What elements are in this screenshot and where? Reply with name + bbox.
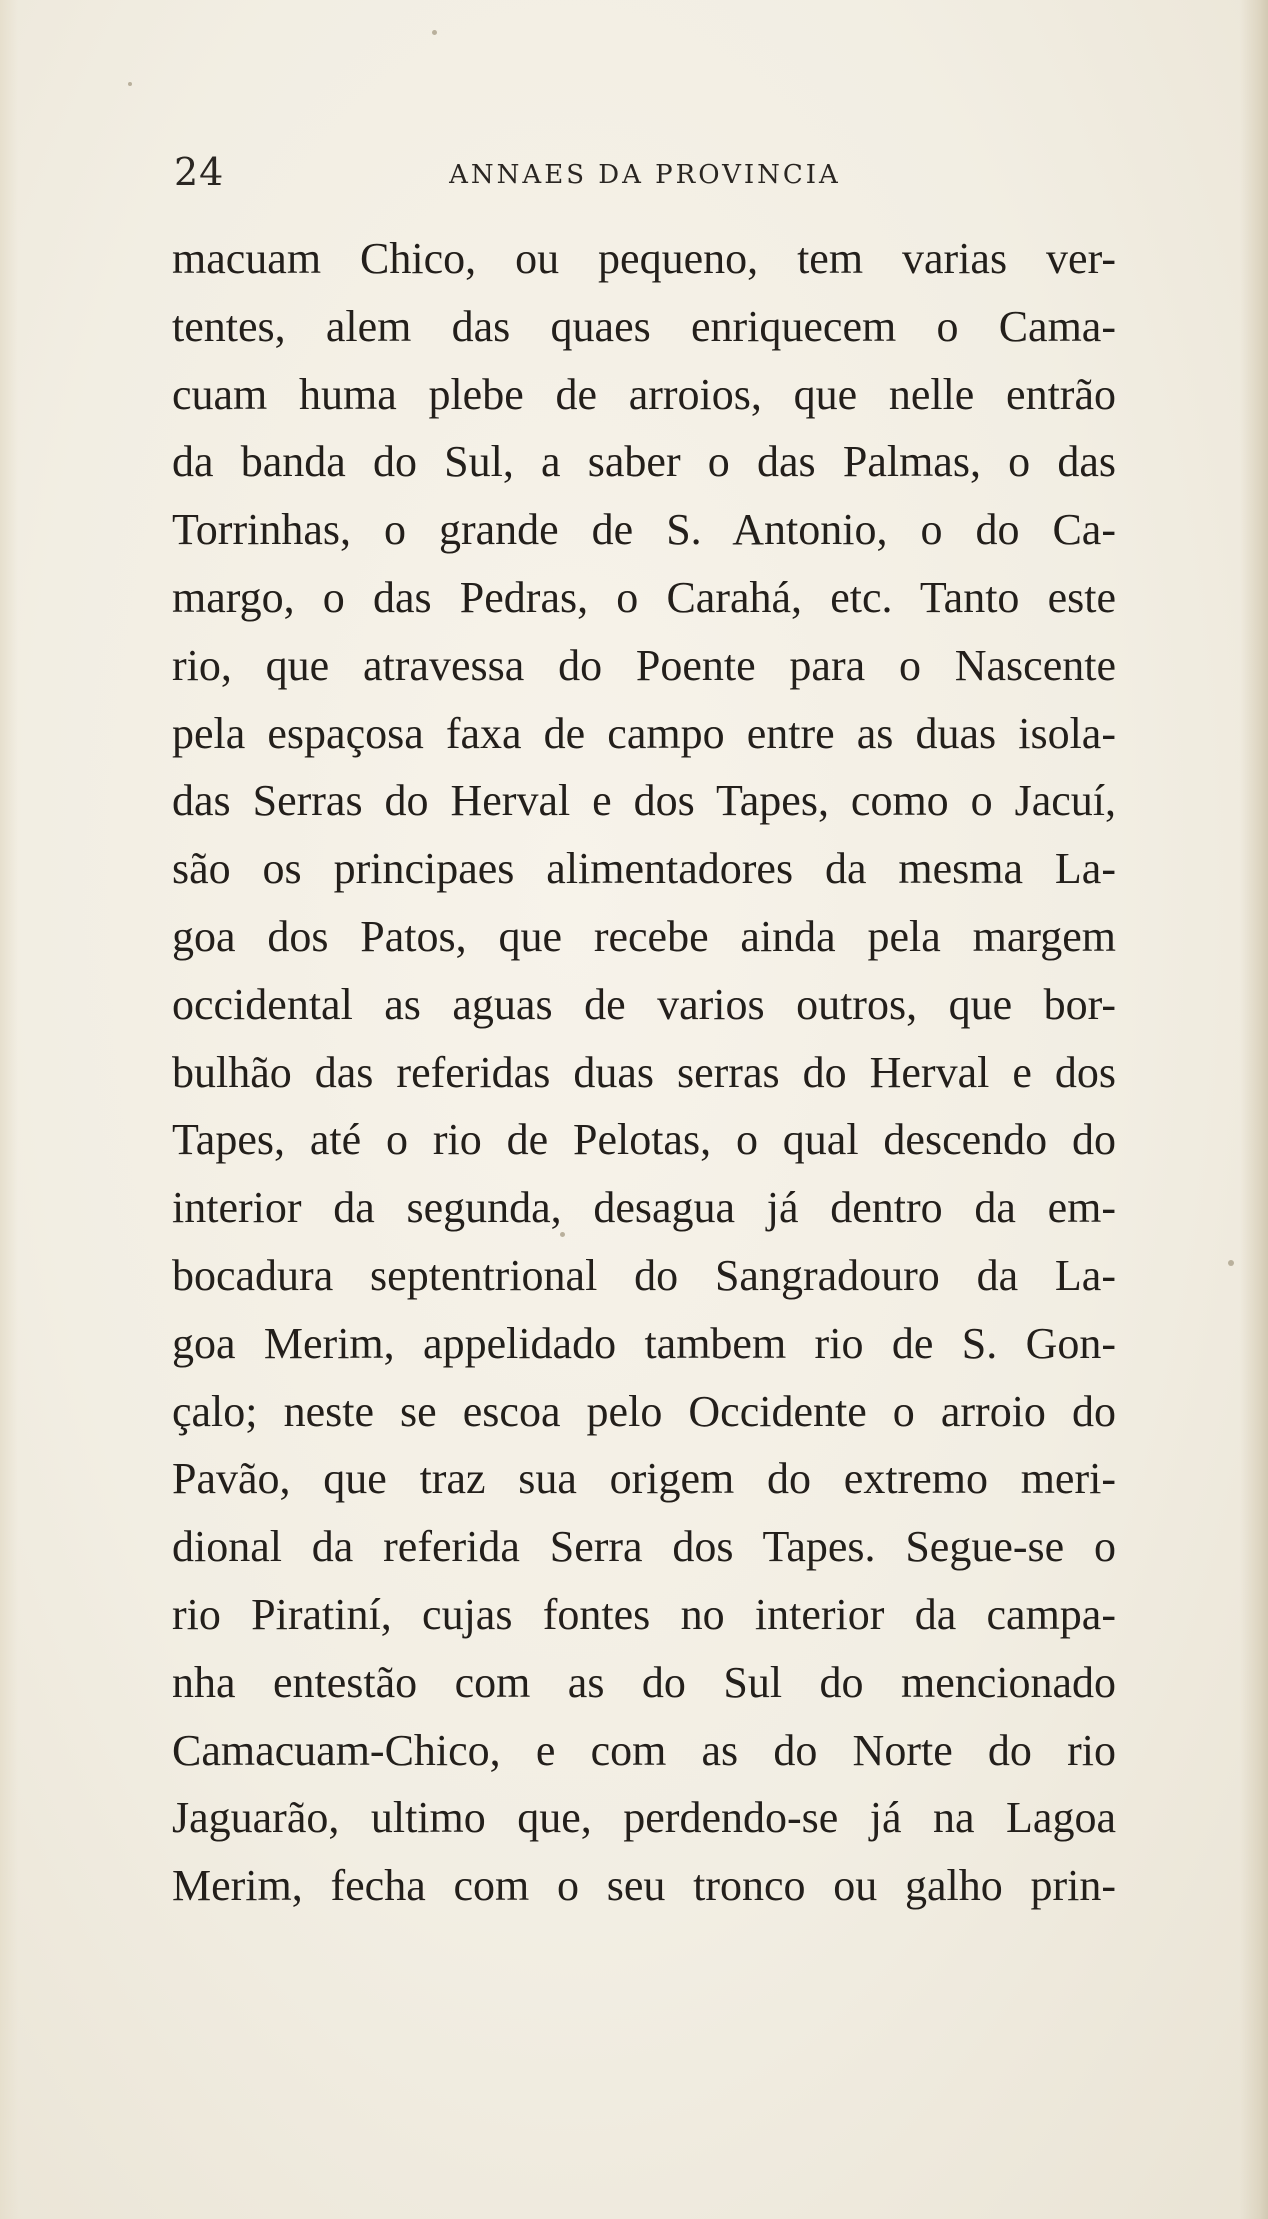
text-line: bocadura septentrional do Sangradouro da La-	[172, 1250, 1116, 1300]
text-line: goa Merim, appelidado tambem rio de S. Gon-	[172, 1318, 1116, 1368]
text-line: Camacuam-Chico, e com as do Norte do rio	[172, 1725, 1116, 1775]
paper-speck	[1228, 1260, 1234, 1266]
text-line: Jaguarão, ultimo que, perdendo-se já na Lagoa	[172, 1793, 1116, 1843]
text-line: interior da segunda, desagua já dentro da em-	[172, 1183, 1116, 1233]
text-line: çalo; neste se escoa pelo Occidente o arroio do	[172, 1386, 1116, 1436]
running-title: ANNAES DA PROVINCIA	[449, 160, 841, 190]
page-right-edge-shadow	[1240, 0, 1268, 2219]
text-line: da banda do Sul, a saber o das Palmas, o das	[172, 437, 1116, 487]
text-line: Merim, fecha com o seu tronco ou galho prin-	[172, 1861, 1116, 1911]
text-line: rio, que atravessa do Poente para o Nascente	[172, 640, 1116, 690]
text-line: goa dos Patos, que recebe ainda pela margem	[172, 911, 1116, 961]
text-line: são os principaes alimentadores da mesma La-	[172, 844, 1116, 894]
text-line: tentes, alem das quaes enriquecem o Cama-	[172, 301, 1116, 351]
text-line: rio Piratiní, cujas fontes no interior da campa-	[172, 1589, 1116, 1639]
text-line: margo, o das Pedras, o Carahá, etc. Tanto este	[172, 572, 1116, 622]
text-line: occidental as aguas de varios outros, que bor-	[172, 979, 1116, 1029]
paper-speck	[128, 82, 132, 86]
text-line: Tapes, até o rio de Pelotas, o qual descendo do	[172, 1115, 1116, 1165]
page-header	[174, 150, 1116, 210]
text-line: Torrinhas, o grande de S. Antonio, o do Ca-	[172, 505, 1116, 555]
text-line: nha entestão com as do Sul do mencionado	[172, 1657, 1116, 1707]
body-text	[172, 225, 1116, 1920]
text-line: cuam huma plebe de arroios, que nelle entrão	[172, 369, 1116, 419]
text-line: bulhão das referidas duas serras do Herval e dos	[172, 1047, 1116, 1097]
page-number: 24	[174, 150, 225, 194]
text-line: dional da referida Serra dos Tapes. Segue-se o	[172, 1522, 1116, 1572]
text-line: das Serras do Herval e dos Tapes, como o Jacuí,	[172, 776, 1116, 826]
paper-speck	[432, 30, 437, 35]
text-line: pela espaçosa faxa de campo entre as duas isola-	[172, 708, 1116, 758]
text-line: macuam Chico, ou pequeno, tem varias ver-	[172, 234, 1116, 283]
page-left-edge-shadow	[0, 0, 18, 2219]
text-line: Pavão, que traz sua origem do extremo meri-	[172, 1454, 1116, 1504]
